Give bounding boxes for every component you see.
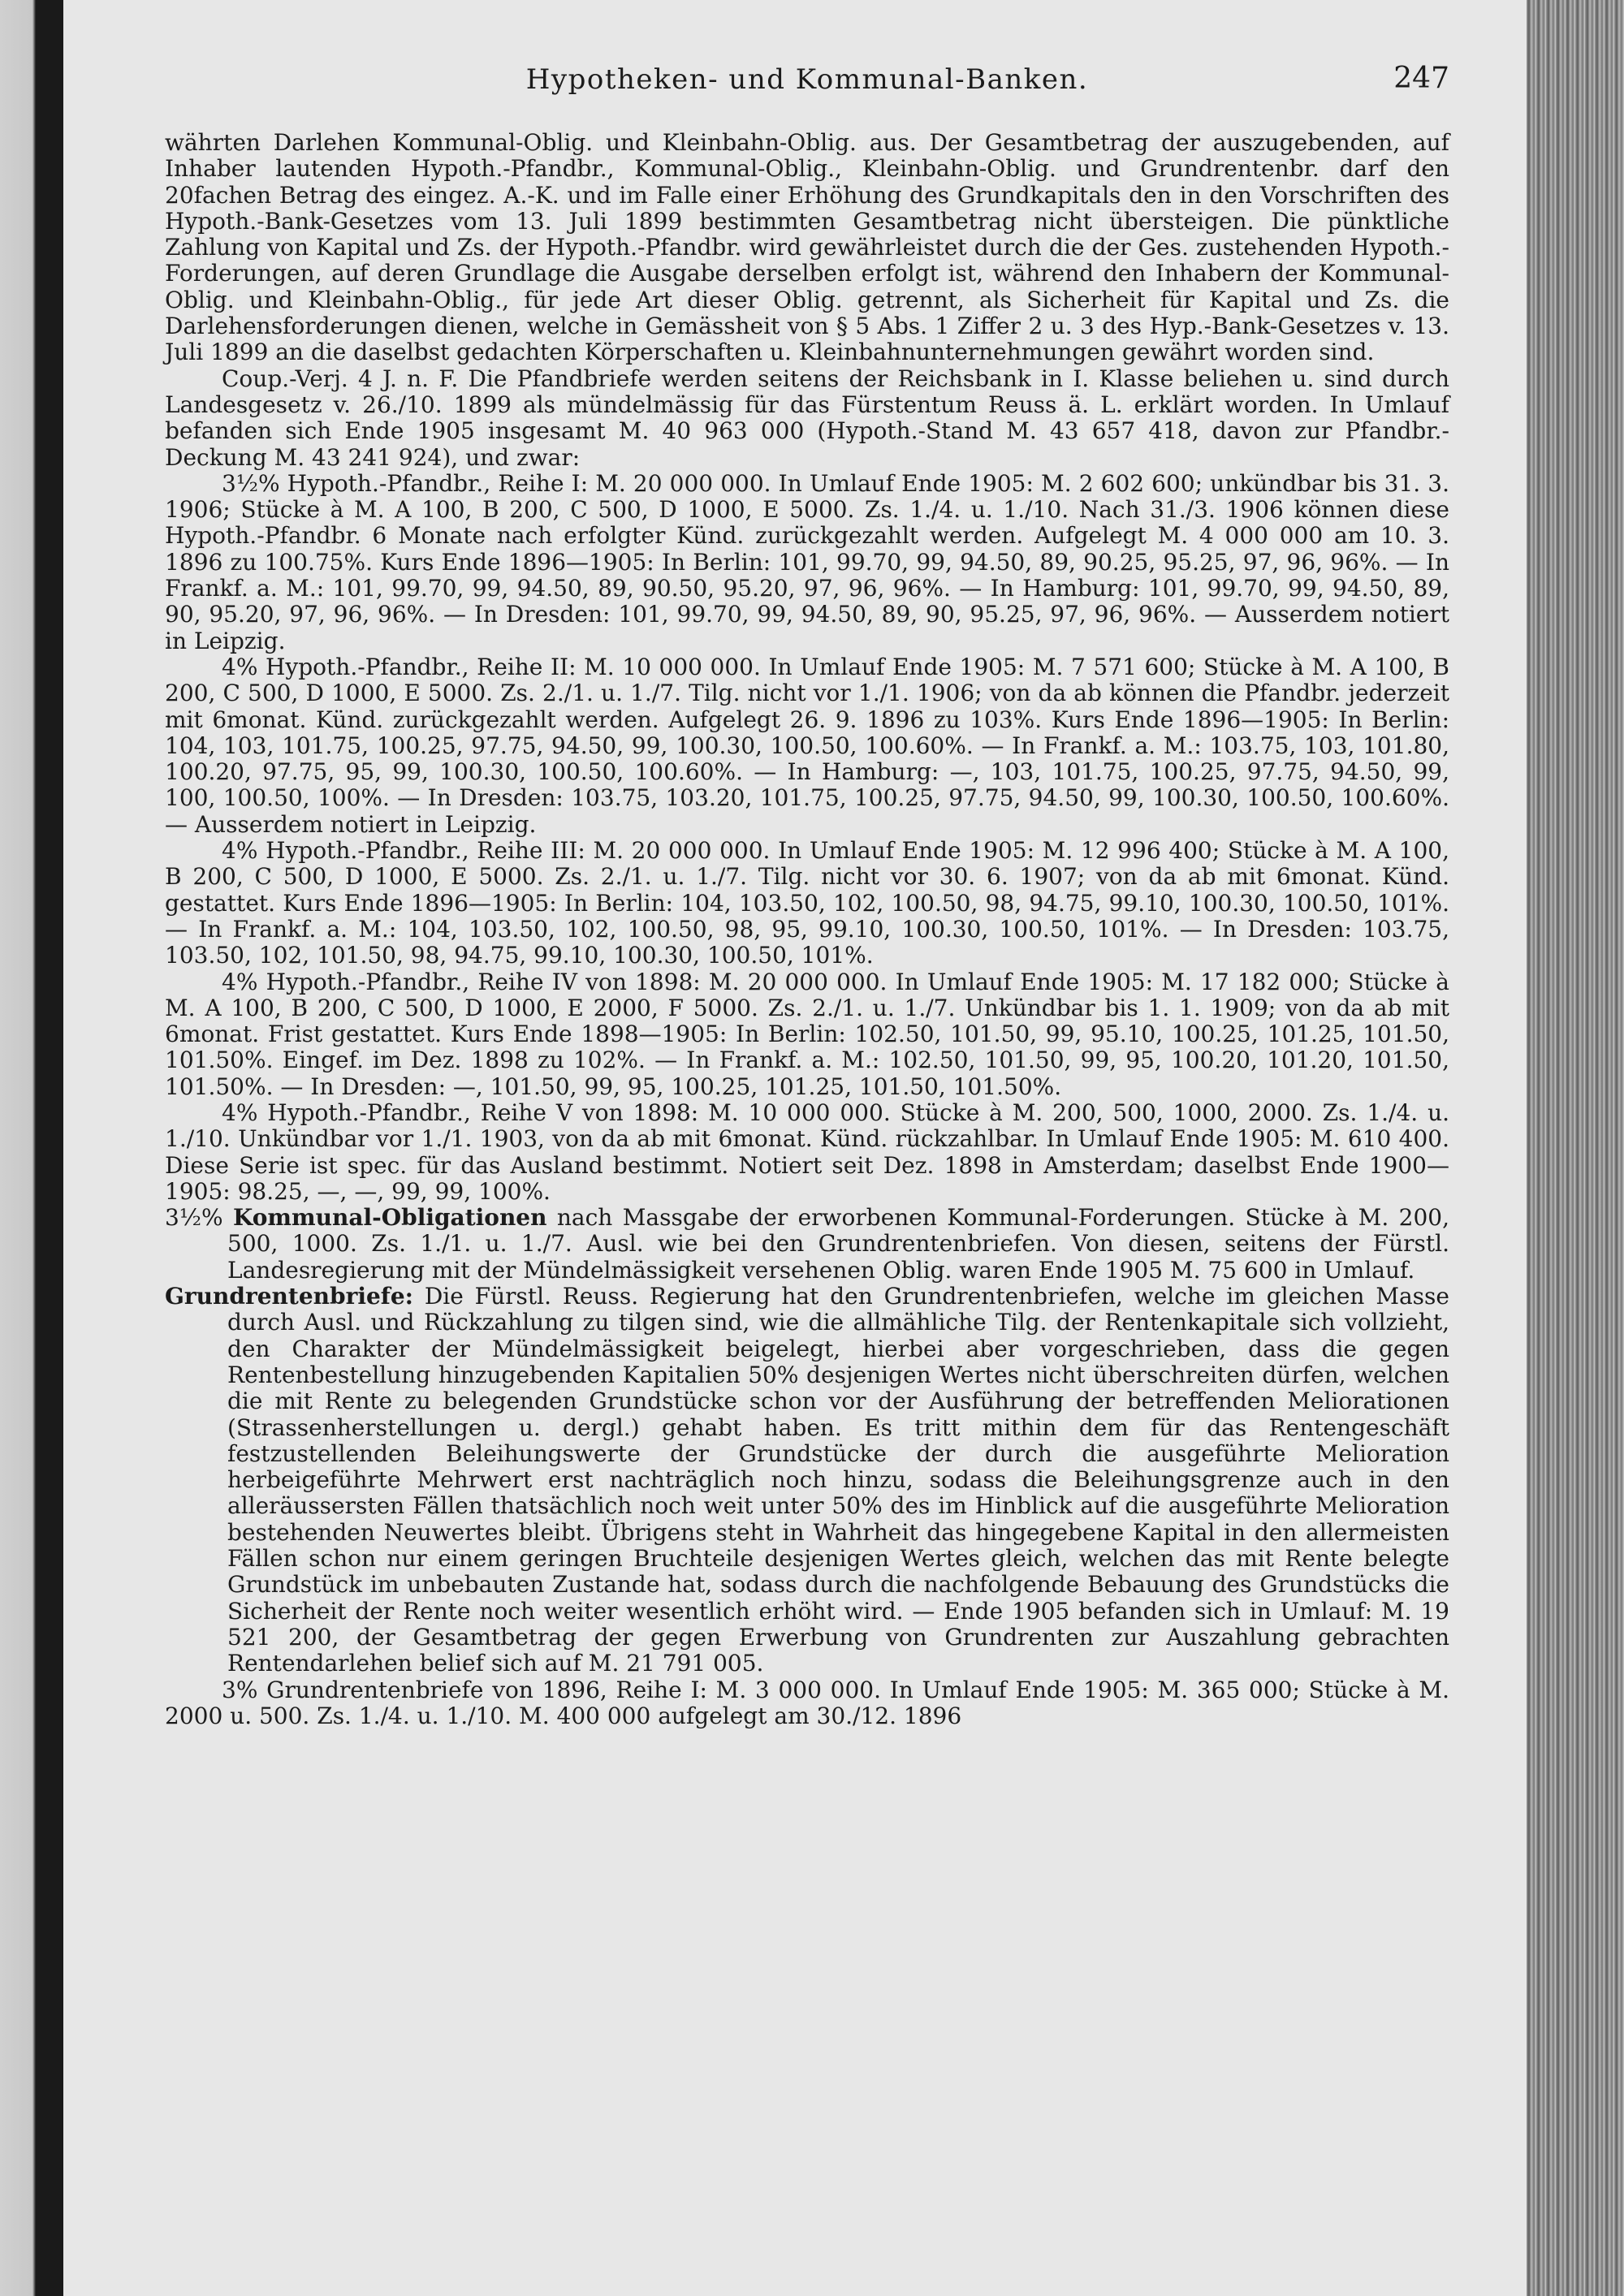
paragraph-credit-terms: währten Darlehen Kommunal-Oblig. und Kleinbahn-Oblig. aus. Der Gesamtbetrag der auszugebenden, auf Inhaber lautenden Hypoth.-Pfandbr., Kommunal-Oblig., Kleinbahn-Oblig. und Grundrentenbr. darf den 20fachen Betrag des eingez. A.-K. und im Falle einer Erhöhung des Grundkapitals den in den Vorschriften des Hypoth.-Bank-Gesetzes vom 13. Juli 1899 bestimmten Gesamtbetrag nicht übersteigen. Die pünktliche Zahlung von Kapital und Zs. der Hypoth.-Pfandbr. wird gewährleistet durch die der Ges. zustehenden Hypoth.-Forderungen, auf deren Grundlage die Ausgabe derselben erfolgt ist, während den Inhabern der Kommunal-Oblig. und Kleinbahn-Oblig., für jede Art dieser Oblig. getrennt, als Sicherheit für Kapital und Zs. die Darlehensforderungen dienen, welche in Gemässheit von § 5 Abs. 1 Ziffer 2 u. 3 des Hyp.-Bank-Gesetzes v. 13. Juli 1899 an die daselbst gedachten Körperschaften u. Kleinbahnunternehmungen gewährt worden sind.	[165, 129, 1449, 366]
page-stack-edge	[1527, 0, 1624, 2296]
paragraph-grundrentenbriefe-series-1: 3% Grundrentenbriefe von 1896, Reihe I: M. 3 000 000. In Umlauf Ende 1905: M. 365 000; Stücke à M. 2000 u. 500. Zs. 1./4. u. 1./10. M. 400 000 aufgelegt am 30./12. 1896	[165, 1676, 1449, 1729]
page-header	[165, 57, 1449, 106]
paragraph-grundrentenbriefe	[165, 1284, 1449, 1677]
section-term-kommunal: Kommunal-Obligationen	[232, 1204, 547, 1232]
page-body	[165, 130, 1449, 1729]
interest-rate-lead: 3½%	[165, 1204, 233, 1232]
paragraph-pfandbrief-series-2: 4% Hypoth.-Pfandbr., Reihe II: M. 10 000 000. In Umlauf Ende 1905: M. 7 571 600; Stücke à M. A 100, B 200, C 500, D 1000, E 5000. Zs. 2./1. u. 1./7. Tilg. nicht vor 1./1. 1906; von da ab können die Pfandbr. jederzeit mit 6monat. Künd. zurückgezahlt werden. Aufgelegt 26. 9. 1896 zu 103%. Kurs Ende 1896—1905: In Berlin: 104, 103, 101.75, 100.25, 97.75, 94.50, 99, 100.30, 100.50, 100.60%. — In Frankf. a. M.: 103.75, 103, 101.80, 100.20, 97.75, 95, 99, 100.30, 100.50, 100.60%. — In Hamburg: —, 103, 101.75, 100.25, 97.75, 94.50, 99, 100, 100.50, 100%. — In Dresden: 103.75, 103.20, 101.75, 100.25, 97.75, 94.50, 99, 100.30, 100.50, 100.60%. — Ausserdem notiert in Leipzig.	[165, 653, 1449, 838]
paragraph-coupon-terms: Coup.-Verj. 4 J. n. F. Die Pfandbriefe werden seitens der Reichsbank in I. Klasse beliehen u. sind durch Landesgesetz v. 26./10. 1899 als mündelmässig für das Fürstentum Reuss ä. L. erklärt worden. In Umlauf befanden sich Ende 1905 insgesamt M. 40 963 000 (Hypoth.-Stand M. 43 657 418, davon zur Pfandbr.-Deckung M. 43 241 924), und zwar:	[165, 365, 1449, 471]
book-spine-shadow	[0, 0, 63, 2296]
paragraph-kommunal-obligationen	[165, 1205, 1449, 1284]
running-head: Hypotheken- und Kommunal-Banken.	[525, 63, 1089, 96]
paragraph-pfandbrief-series-1: 3½% Hypoth.-Pfandbr., Reihe I: M. 20 000 000. In Umlauf Ende 1905: M. 2 602 600; unkündbar bis 31. 3. 1906; Stücke à M. A 100, B 200, C 500, D 1000, E 5000. Zs. 1./4. u. 1./10. Nach 31./3. 1906 können diese Hypoth.-Pfandbr. 6 Monate nach erfolgter Künd. zurückgezahlt werden. Aufgelegt M. 4 000 000 am 10. 3. 1896 zu 100.75%. Kurs Ende 1896—1905: In Berlin: 101, 99.70, 99, 94.50, 89, 90.25, 95.25, 97, 96, 96%. — In Frankf. a. M.: 101, 99.70, 99, 94.50, 89, 90.50, 95.20, 97, 96, 96%. — In Hamburg: 101, 99.70, 99, 94.50, 89, 90, 95.20, 97, 96, 96%. — In Dresden: 101, 99.70, 99, 94.50, 89, 90, 95.25, 97, 96, 96%. — Ausserdem notiert in Leipzig.	[165, 469, 1449, 654]
paragraph-pfandbrief-series-3: 4% Hypoth.-Pfandbr., Reihe III: M. 20 000 000. In Umlauf Ende 1905: M. 12 996 400; Stücke à M. A 100, B 200, C 500, D 1000, E 5000. Zs. 2./1. u. 1./7. Tilg. nicht vor 30. 6. 1907; von da ab mit 6monat. Künd. gestattet. Kurs Ende 1896—1905: In Berlin: 104, 103.50, 102, 100.50, 98, 94.75, 99.10, 100.30, 100.50, 101%. — In Frankf. a. M.: 104, 103.50, 102, 100.50, 98, 95, 99.10, 100.30, 100.50, 101%. — In Dresden: 103.75, 103.50, 102, 101.50, 98, 94.75, 99.10, 100.30, 100.50, 101%.	[165, 837, 1449, 969]
paragraph-pfandbrief-series-5: 4% Hypoth.-Pfandbr., Reihe V von 1898: M. 10 000 000. Stücke à M. 200, 500, 1000, 2000. Zs. 1./4. u. 1./10. Unkündbar vor 1./1. 1903, von da ab mit 6monat. Künd. rückzahlbar. In Umlauf Ende 1905: M. 610 400. Diese Serie ist spec. für das Ausland bestimmt. Notiert seit Dez. 1898 in Amsterdam; daselbst Ende 1900—1905: 98.25, —, —, 99, 99, 100%.	[165, 1098, 1449, 1205]
section-term-grundrenten: Grundrentenbriefe:	[165, 1283, 413, 1310]
paragraph-text: Die Fürstl. Reuss. Regierung hat den Grundrentenbriefen, welche im gleichen Masse durch Ausl. und Rückzahlung zu tilgen sind, wie die allmähliche Tilg. der Rentenkapitale sich vollzieht, den Charakter der Mündelmässigkeit beigelegt, hierbei aber vorgeschrieben, dass die gegen Rentenbestellung hinzugebenden Kapitalien 50% desjenigen Wertes nicht überschreiten dürfen, welchen die mit Rente zu belegenden Grundstücke schon vor der Ausführung der betreffenden Meliorationen (Strassenherstellungen u. dergl.) gehabt haben. Es tritt mithin dem für das Rentengeschäft festzustellenden Beleihungswerte der Grundstücke der durch die ausgeführte Melioration herbeigeführte Mehrwert erst nachträglich noch hinzu, sodass die Beleihungsgrenze auch in den alleräussersten Fällen thatsächlich noch weit unter 50% des im Hinblick auf die ausgeführte Melioration bestehenden Neuwertes bleibt. Übrigens steht in Wahrheit das hingegebene Kapital in den allermeisten Fällen schon nur einem geringen Bruchteile desjenigen Wertes gleich, welchen das mit Rente belegte Grundstück im unbebauten Zustande hat, sodass durch die nachfolgende Bebauung des Grundstücks die Sicherheit der Rente noch weiter wesentlich erhöht wird. — Ende 1905 befanden sich in Umlauf: M. 19 521 200, der Gesamtbetrag der gegen Erwerbung von Grundrenten zur Auszahlung gebrachten Rentendarlehen belief sich auf M. 21 791 005.	[227, 1283, 1449, 1677]
paragraph-text: nach Massgabe der erworbenen Kommunal-Forderungen. Stücke à M. 200, 500, 1000. Zs. 1./1. u. 1./7. Ausl. wie bei den Grundrentenbriefen. Von diesen, seitens der Fürstl. Landesregierung mit der Mündelmässigkeit versehenen Oblig. waren Ende 1905 M. 75 600 in Umlauf.	[227, 1204, 1449, 1284]
paragraph-pfandbrief-series-4: 4% Hypoth.-Pfandbr., Reihe IV von 1898: M. 20 000 000. In Umlauf Ende 1905: M. 17 182 000; Stücke à M. A 100, B 200, C 500, D 1000, E 2000, F 5000. Zs. 2./1. u. 1./7. Unkündbar bis 1. 1. 1909; von da ab mit 6monat. Frist gestattet. Kurs Ende 1898—1905: In Berlin: 102.50, 101.50, 99, 95.10, 100.25, 101.25, 101.50, 101.50%. Eingef. im Dez. 1898 zu 102%. — In Frankf. a. M.: 102.50, 101.50, 99, 95, 100.20, 101.20, 101.50, 101.50%. — In Dresden: —, 101.50, 99, 95, 100.25, 101.25, 101.50, 101.50%.	[165, 968, 1449, 1100]
book-page	[63, 0, 1527, 2296]
page-number: 247	[1393, 62, 1449, 95]
